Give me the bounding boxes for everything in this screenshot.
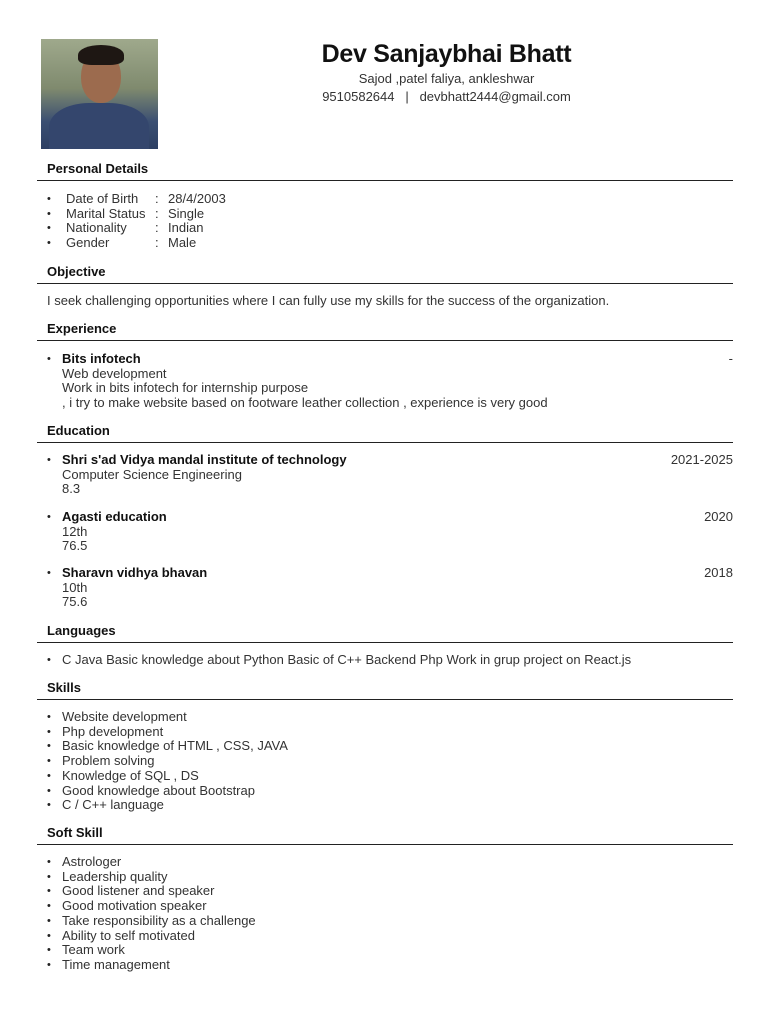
- profile-photo: [41, 39, 158, 149]
- education-score: 75.6: [62, 594, 88, 610]
- personal-row: [47, 221, 733, 236]
- personal-details-list: [47, 192, 733, 251]
- personal-value: Male: [168, 235, 197, 251]
- personal-colon: :: [155, 220, 159, 236]
- skill-item: • Knowledge of SQL , DS: [47, 769, 733, 784]
- education-score: 76.5: [62, 538, 88, 554]
- education-degree: 12th: [62, 523, 88, 539]
- languages-list: [47, 653, 733, 668]
- company-name: • Bits infotech: [62, 351, 141, 366]
- personal-value: Indian: [168, 220, 204, 236]
- personal-key: • Date of Birth: [66, 191, 139, 206]
- resume-header: [160, 38, 733, 106]
- soft-skill-item: • Time management: [47, 958, 733, 973]
- languages-item: • C Java Basic knowledge about Python Basic of C++ Backend Php Work in grup project on React.js: [47, 653, 733, 668]
- experience-period: -: [728, 351, 733, 366]
- section-title-personal: Personal Details: [37, 160, 733, 181]
- contact-separator: |: [405, 89, 409, 104]
- soft-skills-list: [47, 855, 733, 973]
- skill-item: • C / C++ language: [47, 798, 733, 813]
- skills-list: [47, 710, 733, 813]
- section-title-skills: Skills: [37, 679, 733, 700]
- candidate-address: Sajod ,patel faliya, ankleshwar: [358, 71, 535, 86]
- experience-role: Web development: [62, 365, 167, 381]
- soft-skill-item: • Astrologer: [47, 855, 733, 870]
- education-item: [47, 566, 733, 610]
- skill-item: • Problem solving: [47, 754, 733, 769]
- personal-row: [47, 236, 733, 251]
- skill-item: • Good knowledge about Bootstrap: [47, 784, 733, 799]
- phone-number: 9510582644: [322, 89, 395, 104]
- experience-entry: [47, 352, 733, 411]
- section-title-languages: Languages: [37, 622, 733, 643]
- soft-skill-item: • Leadership quality: [47, 870, 733, 885]
- education-year: 2021-2025: [670, 452, 733, 467]
- school-name: • Agasti education: [62, 509, 167, 524]
- personal-row: [47, 192, 733, 207]
- personal-key: • Marital Status: [66, 205, 146, 221]
- contact-line: [160, 88, 733, 106]
- education-year: 2020: [704, 509, 733, 524]
- education-entry: [47, 566, 733, 610]
- education-item: [47, 510, 733, 554]
- personal-colon: :: [155, 191, 159, 206]
- personal-key: • Gender: [66, 235, 110, 251]
- experience-description: Work in bits infotech for internship purpose: [62, 380, 309, 396]
- personal-value: 28/4/2003: [168, 191, 226, 206]
- education-degree: 10th: [62, 579, 88, 595]
- candidate-name: Dev Sanjaybhai Bhatt: [321, 40, 572, 68]
- soft-skill-item: • Good listener and speaker: [47, 884, 733, 899]
- soft-skill-item: • Good motivation speaker: [47, 899, 733, 914]
- section-title-soft-skill: Soft Skill: [37, 824, 733, 845]
- email-address: devbhatt2444@gmail.com: [419, 89, 571, 104]
- photo-hair-shape: [78, 45, 124, 65]
- experience-list: [47, 352, 733, 411]
- skill-item: • Php development: [47, 725, 733, 740]
- skill-item: • Website development: [47, 710, 733, 725]
- education-degree: Computer Science Engineering: [62, 466, 242, 482]
- personal-colon: :: [155, 205, 159, 221]
- personal-row: [47, 207, 733, 222]
- section-title-education: Education: [37, 422, 733, 443]
- school-name: • Sharavn vidhya bhavan: [62, 565, 208, 580]
- soft-skill-item: • Ability to self motivated: [47, 929, 733, 944]
- soft-skill-item: • Take responsibility as a challenge: [47, 914, 733, 929]
- photo-shirt-shape: [49, 103, 149, 149]
- skill-item: • Basic knowledge of HTML , CSS, JAVA: [47, 739, 733, 754]
- personal-value: Single: [168, 205, 205, 221]
- personal-colon: :: [155, 235, 159, 251]
- section-title-objective: Objective: [37, 263, 733, 284]
- education-entry: [47, 453, 733, 497]
- experience-description: , i try to make website based on footware leather collection , experience is very good: [62, 395, 548, 411]
- education-year: 2018: [704, 565, 733, 580]
- soft-skill-item: • Team work: [47, 943, 733, 958]
- education-score: 8.3: [62, 481, 81, 497]
- personal-key: • Nationality: [66, 220, 127, 236]
- section-title-experience: Experience: [37, 320, 733, 341]
- education-item: [47, 453, 733, 497]
- school-name: • Shri s'ad Vidya mandal institute of technology: [62, 452, 347, 467]
- education-entry: [47, 510, 733, 554]
- objective-text: I seek challenging opportunities where I can fully use my skills for the success of the organization.: [47, 293, 610, 308]
